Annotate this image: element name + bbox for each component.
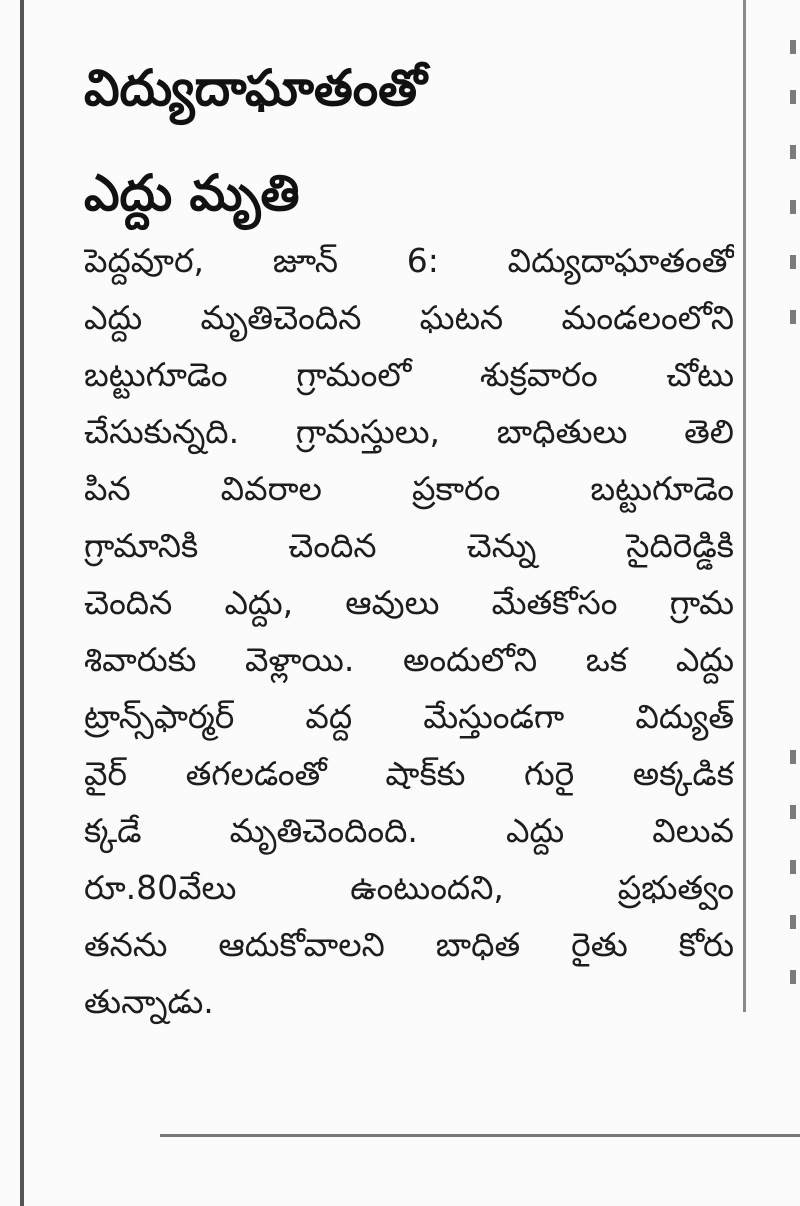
body-line: రూ.80వేలు ఉంటుందని, ప్రభుత్వం xyxy=(84,868,734,907)
body-line: బట్టుగూడెం గ్రామంలో శుక్రవారం చోటు xyxy=(84,355,734,394)
body-line: క్కడే మృతిచెందింది. ఎద్దు విలువ xyxy=(84,811,734,850)
bottom-rule xyxy=(160,1134,800,1137)
article-body xyxy=(84,232,734,1030)
body-line: చేసుకున్నది. గ్రామస్తులు, బాధితులు తెలి xyxy=(84,412,734,451)
adjacent-column-edge xyxy=(790,30,800,1030)
body-line: చెందిన ఎద్దు, ఆవులు మేతకోసం గ్రామ xyxy=(84,583,734,622)
body-line: ట్రాన్స్‌ఫార్మర్ వద్ద మేస్తుండగా విద్యుత్ xyxy=(84,697,734,736)
body-line: వైర్ తగలడంతో షాక్‌కు గురై అక్కడిక xyxy=(84,754,734,793)
body-line: ఎద్దు మృతిచెందిన ఘటన మండలంలోని xyxy=(84,298,734,337)
body-line: శివారుకు వెళ్లాయి. అందులోని ఒక ఎద్దు xyxy=(84,640,734,679)
left-column-rule xyxy=(20,0,24,1206)
column-divider-rule xyxy=(743,0,746,1012)
body-line: పెద్దవూర, జూన్ 6: విద్యుదాఘాతంతో xyxy=(84,241,734,280)
body-line: గ్రామానికి చెందిన చెన్ను సైదిరెడ్డికి xyxy=(84,526,734,565)
body-line: తున్నాడు. xyxy=(84,982,214,1021)
headline-line-1: విద్యుదాఘాతంతో xyxy=(84,59,427,117)
headline-line-2: ఎద్దు మృతి xyxy=(84,164,300,222)
body-line: తనను ఆదుకోవాలని బాధిత రైతు కోరు xyxy=(84,925,734,964)
body-line: పిన వివరాల ప్రకారం బట్టుగూడెం xyxy=(84,469,734,508)
